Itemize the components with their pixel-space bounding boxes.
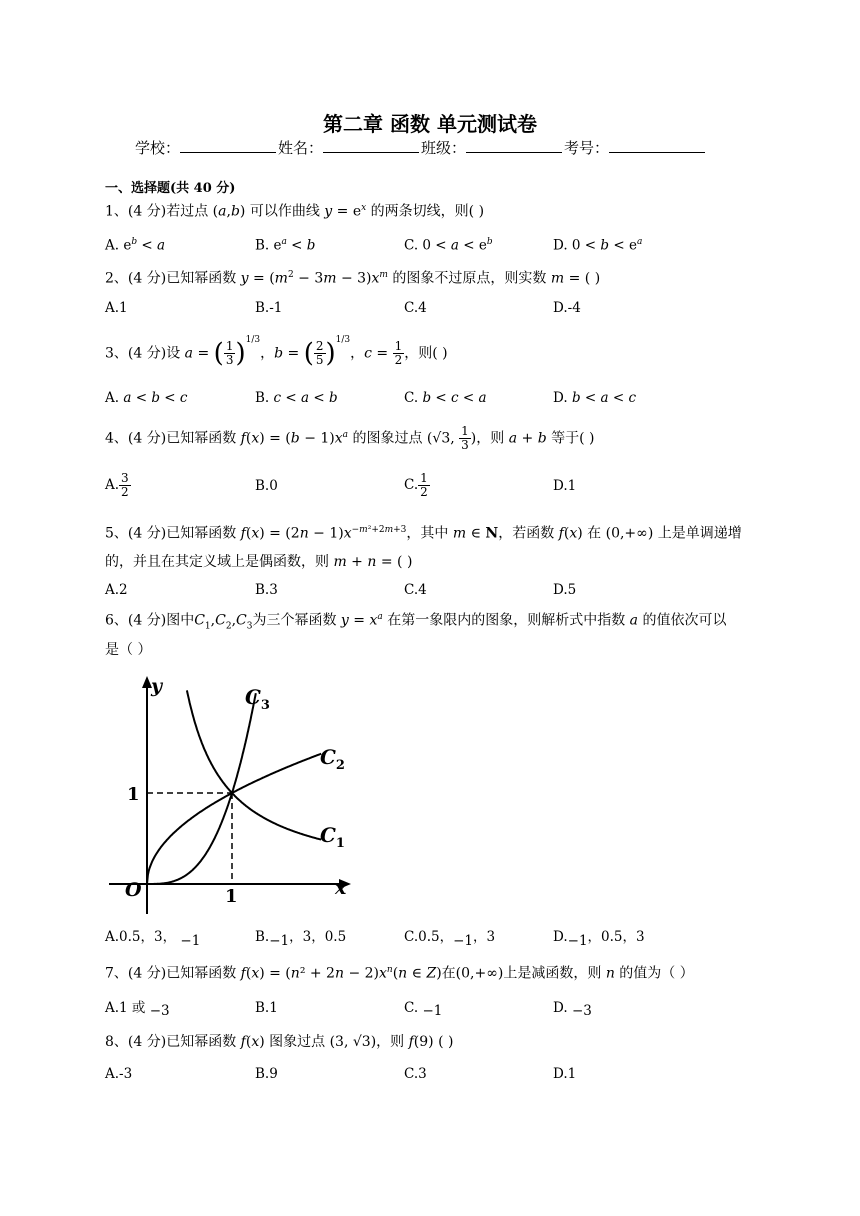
q2-option-c[interactable]: C.4 <box>404 300 427 316</box>
question-8: 8、(4 分)已知幂函数 f(x) 图象过点 (3, √3)，则 f(9) ( ) <box>105 1034 454 1050</box>
q1-option-d[interactable]: D. $0 < b < e^a$ <box>553 237 643 254</box>
school-blank[interactable] <box>180 138 276 153</box>
x-tick-1: 1 <box>225 886 238 907</box>
q2-option-d[interactable]: D.-4 <box>553 300 581 316</box>
number-label: 考号： <box>564 139 610 157</box>
y-axis-label: y <box>151 675 163 697</box>
c1-label: $C_1$ <box>320 823 345 851</box>
q7-option-c[interactable]: C. −1 <box>404 1000 443 1019</box>
question-2: 2、(4 分)已知幂函数 $y = (m^2 - 3m - 3)x^m$ 的图象不过原点，则实数 m = ( ) <box>105 270 601 287</box>
q4-option-d[interactable]: D.1 <box>553 478 577 494</box>
class-label: 班级： <box>421 139 467 157</box>
y-tick-1: 1 <box>127 784 140 805</box>
q4-option-b[interactable]: B.0 <box>255 478 278 494</box>
q5-option-d[interactable]: D.5 <box>553 582 577 598</box>
power-function-graph <box>105 672 365 920</box>
curve-c2 <box>147 754 321 884</box>
school-label: 学校： <box>135 139 181 157</box>
page-title: 第二章 函数 单元测试卷 <box>323 112 537 136</box>
q3-option-d[interactable]: D. b < a < c <box>553 390 637 406</box>
c3-label: $C_3$ <box>245 685 270 713</box>
q5-option-a[interactable]: A.2 <box>105 582 128 598</box>
question-1: 1、(4 分)若过点 (a,b) 可以作曲线 $y = e^x$ 的两条切线，则( ) <box>105 203 485 220</box>
question-5-line2: 的，并且在其定义域上是偶函数，则 m + n = ( ) <box>105 554 413 570</box>
q5-option-c[interactable]: C.4 <box>404 582 427 598</box>
q3-option-b[interactable]: B. c < a < b <box>255 390 338 406</box>
question-5: 5、(4 分)已知幂函数 $f(x) = (2n - 1)x^{-m^2+2m+3}$，其中 m ∈ N，若函数 f(x) 在 (0,+∞) 上是单调递增 <box>105 525 742 542</box>
curve-c1 <box>187 690 321 839</box>
q4-option-c[interactable]: C. $\frac{1}{2}$ <box>404 471 428 499</box>
number-blank[interactable] <box>609 138 705 153</box>
question-6: 6、(4 分)图中$C_1,C_2,C_3$为三个幂函数 $y = x^a$ 在第一象限内的图象，则解析式中指数 a 的值依次可以 <box>105 612 727 632</box>
q8-option-b[interactable]: B.9 <box>255 1066 278 1082</box>
q3-option-a[interactable]: A. a < b < c <box>105 390 188 406</box>
question-4: 4、(4 分)已知幂函数 $f(x) = (b - 1)x^a$ 的图象过点 (√3, $\frac{1}{3}$ )，则 a + b 等于( ) <box>105 424 595 453</box>
q3-option-c[interactable]: C. b < c < a <box>404 390 487 406</box>
q7-option-b[interactable]: B.1 <box>255 1000 278 1016</box>
q4-option-a[interactable]: A. $\frac{3}{2}$ <box>105 471 129 499</box>
q7-option-a[interactable]: A.1 或 −3 <box>105 1000 170 1019</box>
c2-label: $C_2$ <box>320 745 345 773</box>
question-6-line2: 是（ ） <box>105 642 152 658</box>
name-label: 姓名： <box>278 139 324 157</box>
question-3: 3、(4 分)设 a = ( $\frac{1}{3}$ )$^{1/3}$，b = ( $\frac{2}{5}$ )$^{1/3}$，c = $\frac{1}{2}$ ，则( ) <box>105 335 448 369</box>
q6-option-a[interactable]: A.0.5，3， −1 <box>105 929 201 949</box>
question-7: 7、(4 分)已知幂函数 $f(x) = (n^2 + 2n - 2)x^n(n$ ∈ Z)在(0,+∞)上是减函数，则 n 的值为（ ） <box>105 965 694 982</box>
q1-option-b[interactable]: B. $e^a < b$ <box>255 237 316 254</box>
class-blank[interactable] <box>466 138 562 153</box>
q8-option-c[interactable]: C.3 <box>404 1066 427 1082</box>
q1-option-a[interactable]: A. $e^b < a$ <box>105 237 166 254</box>
x-axis-label: x <box>335 877 347 899</box>
name-blank[interactable] <box>323 138 419 153</box>
q6-option-c[interactable]: C.0.5，−1，3 <box>404 929 496 949</box>
q7-option-d[interactable]: D. −3 <box>553 1000 592 1019</box>
q6-option-d[interactable]: D.−1，0.5，3 <box>553 929 645 949</box>
q2-option-a[interactable]: A.1 <box>105 300 128 316</box>
q5-option-b[interactable]: B.3 <box>255 582 278 598</box>
q8-option-a[interactable]: A.-3 <box>105 1066 133 1082</box>
origin-label: O <box>125 879 142 901</box>
q1-option-c[interactable]: C. $0 < a < e^b$ <box>404 237 493 254</box>
q8-option-d[interactable]: D.1 <box>553 1066 577 1082</box>
q2-option-b[interactable]: B.-1 <box>255 300 283 316</box>
student-info-line <box>135 137 707 158</box>
q6-option-b[interactable]: B.−1，3，0.5 <box>255 929 347 949</box>
section-heading: 一、选择题(共 40 分) <box>105 181 236 196</box>
